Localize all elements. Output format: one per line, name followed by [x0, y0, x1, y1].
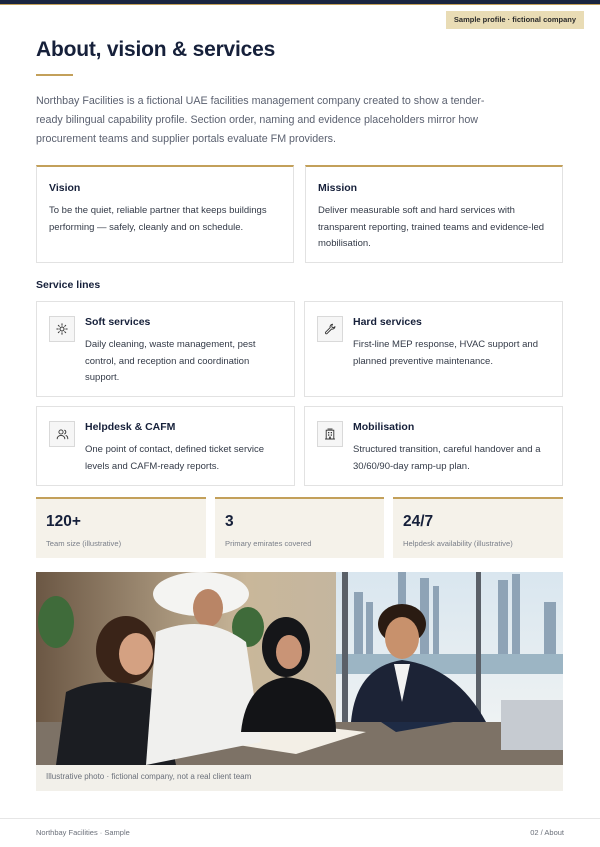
stat-emirates: [215, 497, 384, 558]
footer-rule: [0, 818, 600, 819]
stat-label: Helpdesk availability (illustrative): [403, 539, 513, 548]
sample-profile-badge: Sample profile · fictional company: [446, 11, 584, 29]
service-heading: Helpdesk & CAFM: [85, 421, 176, 433]
photo-block: [36, 572, 563, 791]
service-heading: Mobilisation: [353, 421, 415, 433]
stat-value: 24/7: [403, 513, 434, 530]
footer-page-number: 02 / About: [530, 828, 564, 837]
mission-card: [305, 165, 563, 263]
mission-heading: Mission: [318, 182, 358, 194]
service-card-hard: [304, 301, 563, 397]
vision-heading: Vision: [49, 182, 81, 194]
stat-label: Primary emirates covered: [225, 539, 312, 548]
top-gold-rule: [0, 4, 600, 5]
stat-value: 120+: [46, 513, 81, 530]
service-card-helpdesk: [36, 406, 295, 486]
service-body: One point of contact, defined ticket service levels and CAFM-ready reports.: [85, 444, 265, 472]
page-title: About, vision & services: [36, 38, 276, 61]
stat-value: 3: [225, 513, 234, 530]
building-icon: [317, 421, 343, 447]
service-card-mobilisation: [304, 406, 563, 486]
service-lines-label: Service lines: [36, 279, 101, 291]
service-body: Daily cleaning, waste management, pest control, and reception and coordination support.: [85, 339, 256, 383]
service-card-soft: [36, 301, 295, 397]
service-body: First-line MEP response, HVAC support and planned preventive maintenance.: [353, 339, 538, 367]
title-rule: [36, 74, 73, 76]
stat-label: Team size (illustrative): [46, 539, 122, 548]
service-body: Structured transition, careful handover and a 30/60/90-day ramp-up plan.: [353, 444, 541, 472]
footer-company: Northbay Facilities · Sample: [36, 828, 130, 837]
mission-body: Deliver measurable soft and hard services with transparent reporting, trained teams and evidence-led mobilisation.: [318, 205, 545, 249]
vision-body: To be the quiet, reliable partner that keeps buildings performing — safely, cleanly and on schedule.: [49, 205, 267, 233]
intro-paragraph: Northbay Facilities is a fictional UAE facilities management company created to show a tender-ready bilingual capability profile. Section order, naming and evidence placeholders mirror how procurement teams and supplier portals evaluate FM providers.: [36, 95, 485, 145]
wrench-icon: [317, 316, 343, 342]
stat-helpdesk: [393, 497, 563, 558]
people-icon: [49, 421, 75, 447]
sun-icon: [49, 316, 75, 342]
vision-card: [36, 165, 294, 263]
stat-team-size: [36, 497, 206, 558]
team-meeting-photo: [36, 572, 563, 765]
service-heading: Hard services: [353, 316, 422, 328]
photo-caption: Illustrative photo · fictional company, not a real client team: [46, 772, 252, 781]
service-heading: Soft services: [85, 316, 151, 328]
